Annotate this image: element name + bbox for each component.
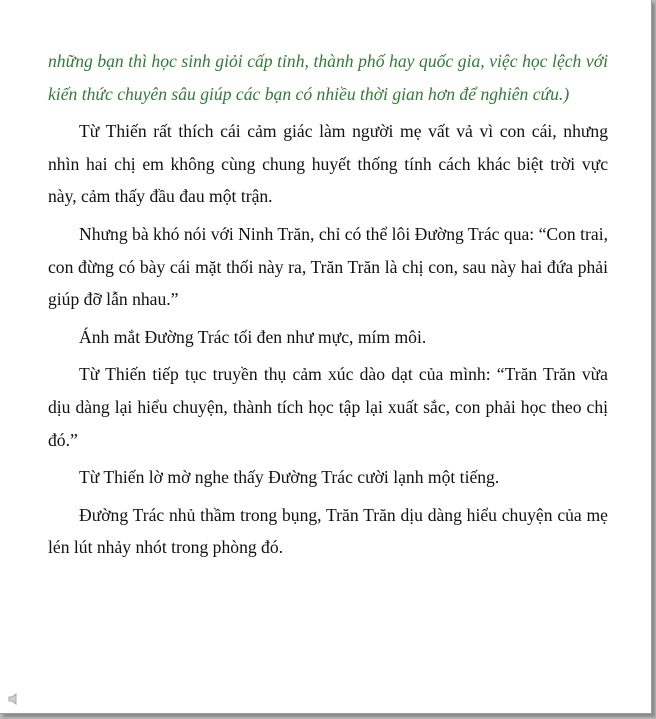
- story-paragraph: Ánh mắt Đường Trác tối đen như mực, mím môi.: [79, 326, 427, 347]
- story-paragraph: Từ Thiến rất thích cái cảm giác làm người mẹ vất vả vì con cái, nhưng nhìn hai chị em không cùng chung huyết thống tính cách khác biệt trời vực này, cảm thấy đầu đau một trận.: [48, 121, 608, 207]
- page-content: [48, 45, 608, 569]
- story-paragraph: Từ Thiến tiếp tục truyền thụ cảm xúc dào dạt của mình: “Trăn Trăn vừa dịu dàng lại hiểu chuyện, thành tích học tập lại xuất sắc, con phải học theo chị đó.”: [48, 364, 608, 450]
- story-paragraph: Từ Thiến lờ mờ nghe thấy Đường Trác cười lạnh một tiếng.: [79, 467, 500, 488]
- story-paragraph: Nhưng bà khó nói với Ninh Trăn, chỉ có thể lôi Đường Trác qua: “Con trai, con đừng có bày cái mặt thối này ra, Trăn Trăn là chị con, sau này hai đứa phải giúp đỡ lẫn nhau.”: [48, 223, 608, 310]
- story-paragraph: Đường Trác nhủ thầm trong bụng, Trăn Trăn dịu dàng hiểu chuyện của mẹ lén lút nhảy nhót trong phòng đó.: [48, 504, 608, 558]
- translator-note-paragraph: những bạn thì học sinh giỏi cấp tỉnh, thành phố hay quốc gia, việc học lệch với kiến thức chuyên sâu giúp các bạn có nhiều thời gian hơn để nghiên cứu.): [48, 51, 608, 104]
- speaker-icon[interactable]: [8, 692, 22, 704]
